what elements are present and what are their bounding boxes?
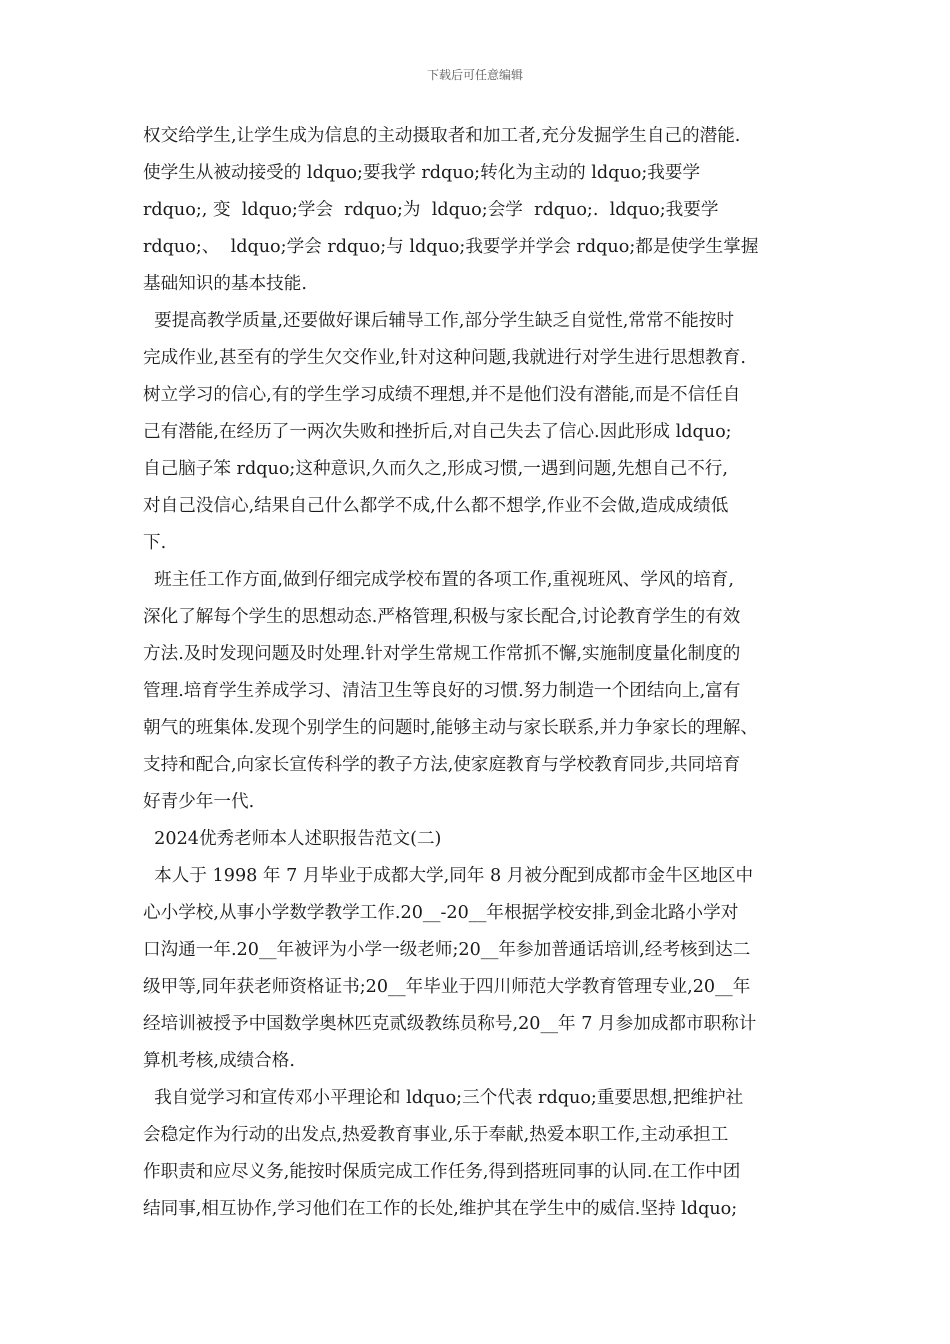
text-line: 本人于 1998 年 7 月毕业于成都大学,同年 8 月被分配到成都市金牛区地区中	[143, 866, 754, 886]
text-line: 深化了解每个学生的思想动态.严格管理,积极与家长配合,讨论教育学生的有效	[143, 607, 741, 627]
page-header: 下载后可任意编辑	[426, 68, 523, 82]
text-line: 管理.培育学生养成学习、清洁卫生等良好的习惯.努力制造一个团结向上,富有	[143, 681, 741, 701]
text-line: 级甲等,同年获老师资格证书;20__年毕业于四川师范大学教育管理专业,20__年	[143, 977, 751, 997]
text-line: 对自己没信心,结果自己什么都学不成,什么都不想学,作业不会做,造成成绩低	[143, 496, 729, 516]
text-line: 己有潜能,在经历了一两次失败和挫折后,对自己失去了信心.因此形成 ldquo;	[143, 422, 732, 442]
text-line: 方法.及时发现问题及时处理.针对学生常规工作常抓不懈,实施制度量化制度的	[143, 644, 741, 664]
text-line: rdquo;, 变 ldquo;学会 rdquo;为 ldquo;会学 rdquo;. ldquo;我要学	[143, 200, 719, 220]
text-line: 使学生从被动接受的 ldquo;要我学 rdquo;转化为主动的 ldquo;我要学	[143, 163, 701, 183]
text-line: 结同事,相互协作,学习他们在工作的长处,维护其在学生中的威信.坚持 ldquo;	[143, 1199, 738, 1219]
text-line: 经培训被授予中国数学奥林匹克贰级教练员称号,20__年 7 月参加成都市职称计	[143, 1014, 757, 1034]
text-line: 算机考核,成绩合格.	[143, 1051, 295, 1071]
text-line: 权交给学生,让学生成为信息的主动摄取者和加工者,充分发掘学生自己的潜能.	[143, 126, 741, 146]
text-line: 支持和配合,向家长宣传科学的教子方法,使家庭教育与学校教育同步,共同培育	[143, 755, 741, 775]
text-line: 要提高教学质量,还要做好课后辅导工作,部分学生缺乏自觉性,常常不能按时	[143, 311, 734, 331]
text-line: rdquo;、 ldquo;学会 rdquo;与 ldquo;我要学并学会 rdquo;都是使学生掌握	[143, 237, 759, 257]
text-line: 基础知识的基本技能.	[143, 274, 307, 294]
text-line: 完成作业,甚至有的学生欠交作业,针对这种问题,我就进行对学生进行思想教育.	[143, 348, 746, 368]
text-line: 下.	[143, 533, 167, 553]
text-line: 作职责和应尽义务,能按时保质完成工作任务,得到搭班同事的认同.在工作中团	[143, 1162, 741, 1182]
text-line: 班主任工作方面,做到仔细完成学校布置的各项工作,重视班风、学风的培育,	[143, 570, 734, 590]
text-line: 自己脑子笨 rdquo;这种意识,久而久之,形成习惯,一遇到问题,先想自己不行,	[143, 459, 728, 479]
text-line: 好青少年一代.	[143, 792, 255, 812]
text-line: 树立学习的信心,有的学生学习成绩不理想,并不是他们没有潜能,而是不信任自	[143, 385, 741, 405]
document-body	[143, 118, 825, 1228]
text-line: 口沟通一年.20__年被评为小学一级老师;20__年参加普通话培训,经考核到达二	[143, 940, 751, 960]
text-line: 我自觉学习和宣传邓小平理论和 ldquo;三个代表 rdquo;重要思想,把维护社	[143, 1088, 744, 1108]
text-line: 会稳定作为行动的出发点,热爱教育事业,乐于奉献,热爱本职工作,主动承担工	[143, 1125, 729, 1145]
section-heading: 2024优秀老师本人述职报告范文(二)	[143, 829, 442, 849]
text-line: 心小学校,从事小学数学教学工作.20__-20__年根据学校安排,到金北路小学对	[143, 903, 739, 923]
text-line: 朝气的班集体.发现个别学生的问题时,能够主动与家长联系,并力争家长的理解、	[143, 718, 758, 738]
